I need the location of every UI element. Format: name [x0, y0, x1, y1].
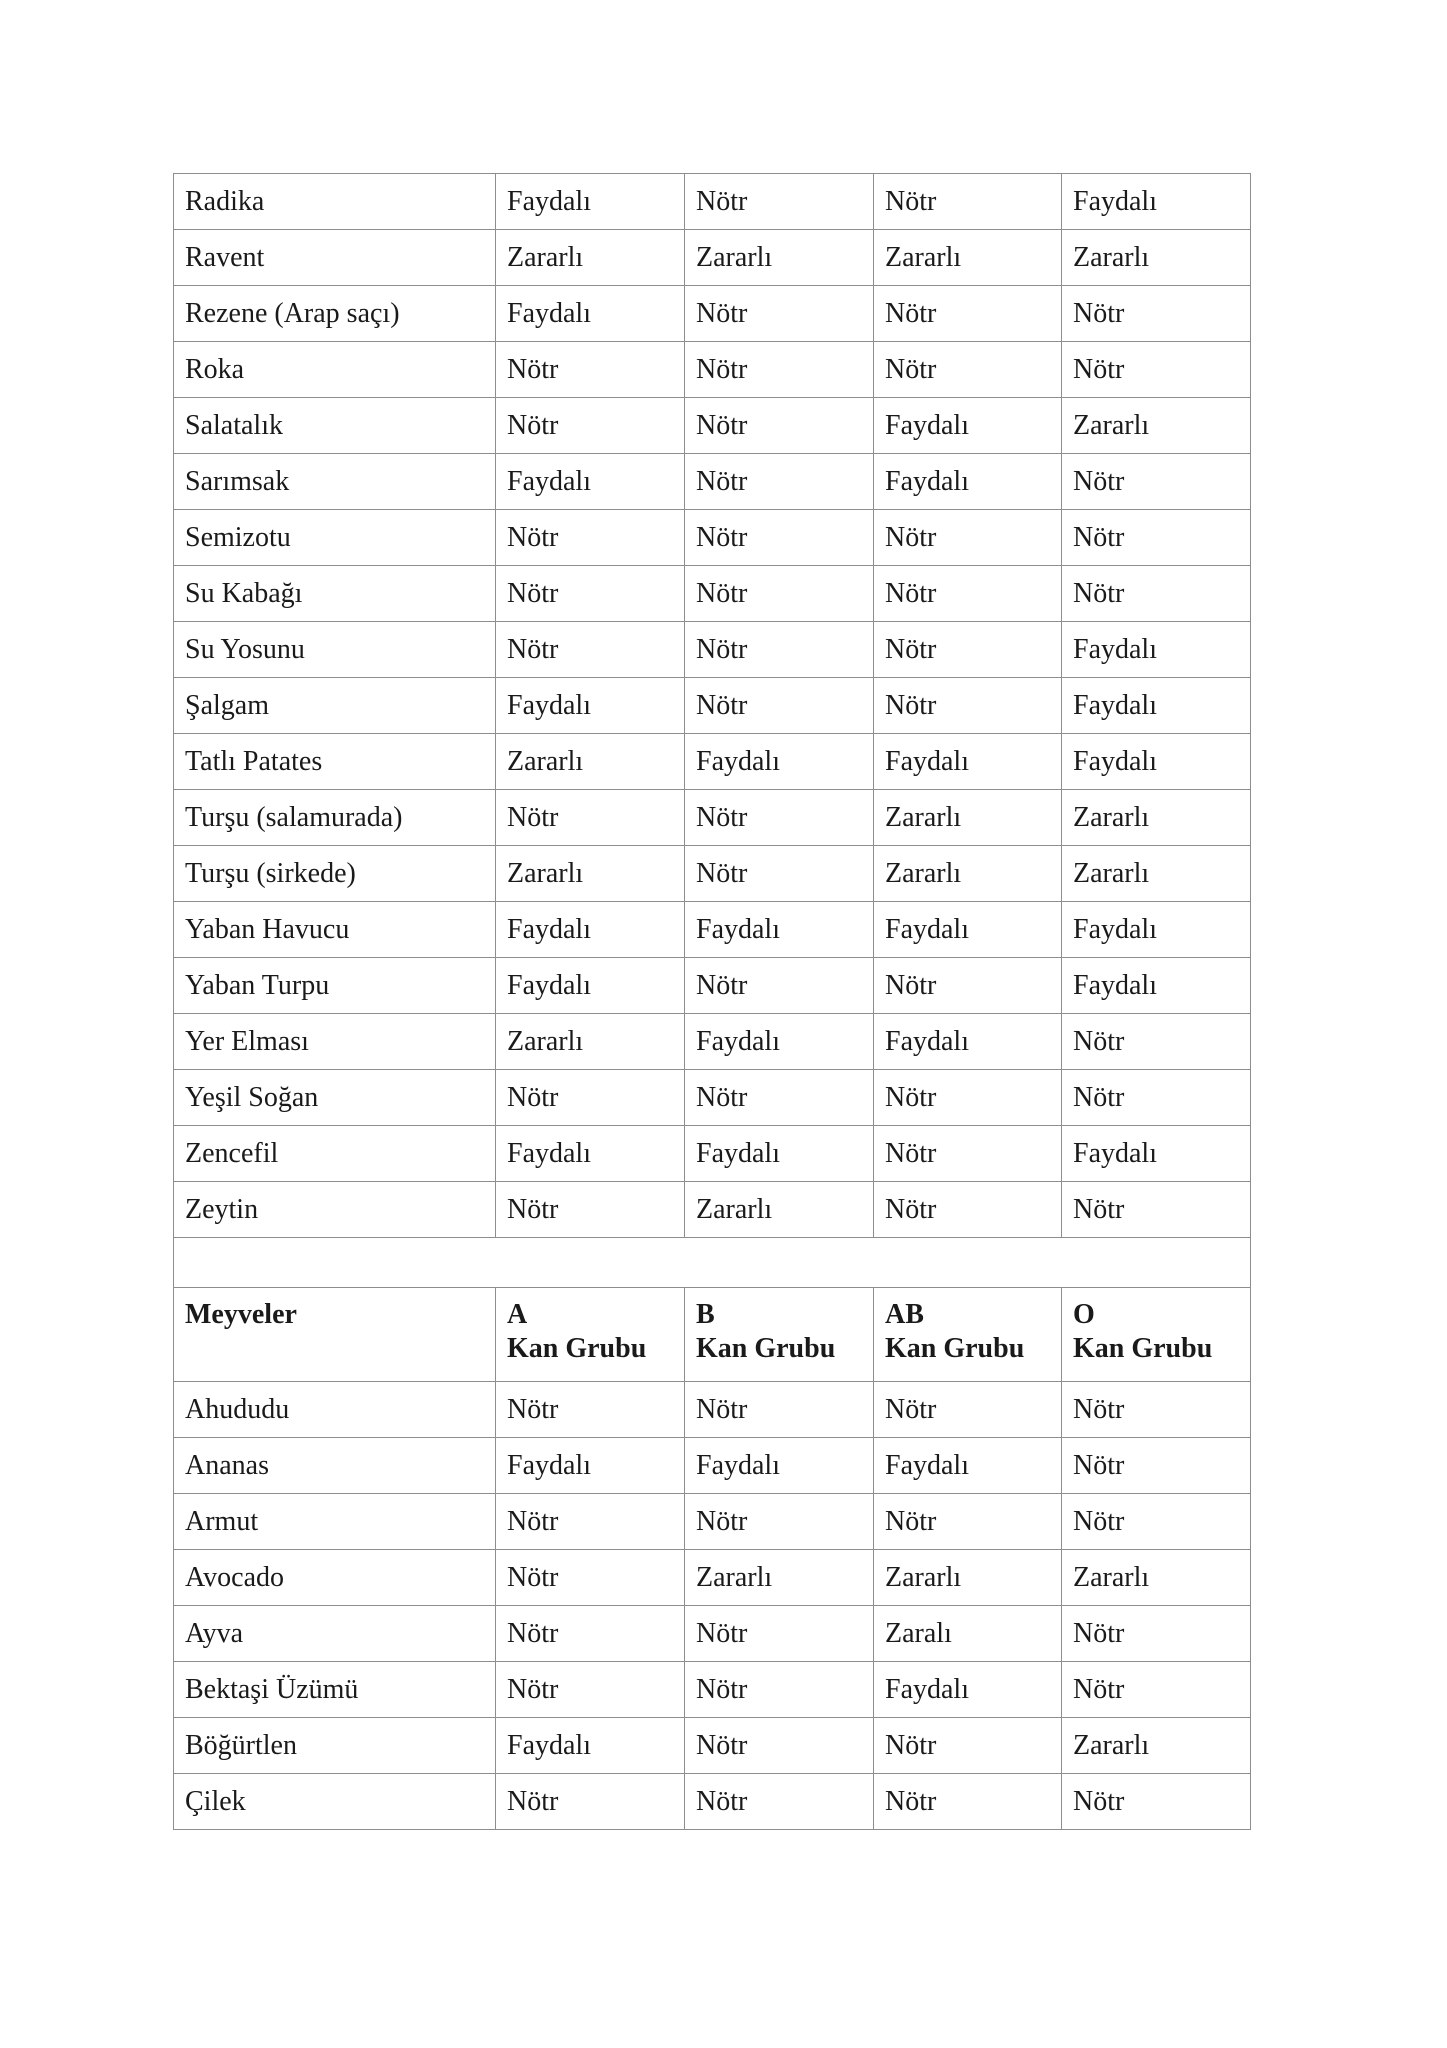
rating-cell: Nötr: [1062, 1382, 1251, 1438]
table-row: [174, 902, 1251, 958]
rating-cell: Faydalı: [1062, 678, 1251, 734]
food-name-cell: Su Yosunu: [174, 622, 496, 678]
rating-cell: Faydalı: [496, 454, 685, 510]
food-name-cell: Sarımsak: [174, 454, 496, 510]
section-spacer: [174, 1238, 1251, 1288]
food-name-cell: Su Kabağı: [174, 566, 496, 622]
rating-cell: Zararlı: [685, 1182, 874, 1238]
table-row: [174, 1606, 1251, 1662]
rating-cell: Zararlı: [685, 230, 874, 286]
header-cell: [1062, 1288, 1251, 1382]
rating-cell: Faydalı: [685, 734, 874, 790]
rating-cell: Nötr: [685, 1070, 874, 1126]
rating-cell: Nötr: [1062, 1494, 1251, 1550]
table-row: [174, 734, 1251, 790]
rating-cell: Nötr: [874, 342, 1062, 398]
table-row: [174, 1494, 1251, 1550]
food-name-cell: Şalgam: [174, 678, 496, 734]
rating-cell: Nötr: [685, 454, 874, 510]
rating-cell: Nötr: [874, 1182, 1062, 1238]
food-name-cell: Bektaşi Üzümü: [174, 1662, 496, 1718]
rating-cell: Nötr: [685, 1774, 874, 1830]
rating-cell: Nötr: [496, 510, 685, 566]
table-row: [174, 622, 1251, 678]
rating-cell: Nötr: [1062, 286, 1251, 342]
header-cell: [685, 1288, 874, 1382]
header-line2: Kan Grubu: [507, 1333, 647, 1364]
food-name-cell: Ananas: [174, 1438, 496, 1494]
header-cell: [174, 1288, 496, 1382]
rating-cell: Nötr: [874, 1382, 1062, 1438]
table-row: [174, 454, 1251, 510]
rating-cell: Nötr: [874, 566, 1062, 622]
rating-cell: Faydalı: [874, 734, 1062, 790]
rating-cell: Faydalı: [1062, 1126, 1251, 1182]
food-blood-type-table: [173, 173, 1251, 1830]
table-row: [174, 398, 1251, 454]
rating-cell: Faydalı: [1062, 622, 1251, 678]
rating-cell: Zararlı: [1062, 398, 1251, 454]
rating-cell: Nötr: [874, 1718, 1062, 1774]
food-name-cell: Yer Elması: [174, 1014, 496, 1070]
rating-cell: Nötr: [496, 1662, 685, 1718]
rating-cell: Faydalı: [496, 286, 685, 342]
rating-cell: Nötr: [1062, 1774, 1251, 1830]
table-row: [174, 678, 1251, 734]
rating-cell: Nötr: [874, 678, 1062, 734]
food-name-cell: Roka: [174, 342, 496, 398]
rating-cell: Nötr: [1062, 1070, 1251, 1126]
rating-cell: Zararlı: [874, 790, 1062, 846]
rating-cell: Zararlı: [1062, 230, 1251, 286]
table-row: [174, 566, 1251, 622]
rating-cell: Nötr: [685, 1382, 874, 1438]
header-line2: Kan Grubu: [1073, 1333, 1213, 1364]
rating-cell: Zararlı: [1062, 846, 1251, 902]
rating-cell: Nötr: [874, 1494, 1062, 1550]
rating-cell: Faydalı: [496, 902, 685, 958]
table-row: [174, 342, 1251, 398]
rating-cell: Nötr: [874, 286, 1062, 342]
rating-cell: Nötr: [874, 1774, 1062, 1830]
rating-cell: Faydalı: [685, 902, 874, 958]
food-name-cell: Semizotu: [174, 510, 496, 566]
rating-cell: Nötr: [496, 1606, 685, 1662]
food-name-cell: Turşu (salamurada): [174, 790, 496, 846]
rating-cell: Nötr: [685, 398, 874, 454]
rating-cell: Nötr: [685, 510, 874, 566]
rating-cell: Nötr: [874, 1126, 1062, 1182]
header-line1: A: [507, 1299, 528, 1330]
rating-cell: Nötr: [874, 510, 1062, 566]
table-row: [174, 790, 1251, 846]
rating-cell: Nötr: [874, 1070, 1062, 1126]
rating-cell: Faydalı: [685, 1126, 874, 1182]
rating-cell: Nötr: [685, 1718, 874, 1774]
table-row: [174, 1438, 1251, 1494]
rating-cell: Nötr: [685, 342, 874, 398]
rating-cell: Faydalı: [496, 958, 685, 1014]
table-row: [174, 1014, 1251, 1070]
rating-cell: Nötr: [1062, 1014, 1251, 1070]
rating-cell: Faydalı: [496, 678, 685, 734]
rating-cell: Nötr: [1062, 510, 1251, 566]
rating-cell: Nötr: [685, 286, 874, 342]
rating-cell: Faydalı: [1062, 902, 1251, 958]
rating-cell: Faydalı: [874, 1438, 1062, 1494]
rating-cell: Faydalı: [1062, 734, 1251, 790]
fruit-rows: [174, 1382, 1251, 1830]
food-name-cell: Çilek: [174, 1774, 496, 1830]
table-row: [174, 1126, 1251, 1182]
rating-cell: Nötr: [1062, 1662, 1251, 1718]
rating-cell: Zararlı: [496, 846, 685, 902]
table-row: [174, 1550, 1251, 1606]
rating-cell: Zaralı: [874, 1606, 1062, 1662]
rating-cell: Faydalı: [874, 1014, 1062, 1070]
rating-cell: Zararlı: [874, 846, 1062, 902]
food-name-cell: Böğürtlen: [174, 1718, 496, 1774]
rating-cell: Faydalı: [874, 1662, 1062, 1718]
rating-cell: Nötr: [496, 1774, 685, 1830]
rating-cell: Faydalı: [685, 1014, 874, 1070]
rating-cell: Nötr: [685, 958, 874, 1014]
food-name-cell: Yaban Turpu: [174, 958, 496, 1014]
food-name-cell: Avocado: [174, 1550, 496, 1606]
rating-cell: Faydalı: [874, 454, 1062, 510]
spacer-cell: [174, 1238, 1251, 1288]
table-row: [174, 1070, 1251, 1126]
rating-cell: Nötr: [874, 622, 1062, 678]
rating-cell: Zararlı: [496, 734, 685, 790]
rating-cell: Nötr: [1062, 1182, 1251, 1238]
food-name-cell: Turşu (sirkede): [174, 846, 496, 902]
rating-cell: Nötr: [685, 790, 874, 846]
rating-cell: Nötr: [496, 790, 685, 846]
rating-cell: Nötr: [685, 1606, 874, 1662]
rating-cell: Zararlı: [1062, 790, 1251, 846]
rating-cell: Faydalı: [874, 902, 1062, 958]
fruit-header: [174, 1288, 1251, 1382]
food-name-cell: Yaban Havucu: [174, 902, 496, 958]
rating-cell: Faydalı: [496, 174, 685, 230]
header-line2: Kan Grubu: [696, 1333, 836, 1364]
rating-cell: Faydalı: [1062, 958, 1251, 1014]
rating-cell: Nötr: [496, 566, 685, 622]
food-name-cell: Zencefil: [174, 1126, 496, 1182]
rating-cell: Nötr: [1062, 1438, 1251, 1494]
food-name-cell: Armut: [174, 1494, 496, 1550]
table-row: [174, 846, 1251, 902]
food-name-cell: Salatalık: [174, 398, 496, 454]
rating-cell: Nötr: [496, 1182, 685, 1238]
food-name-cell: Yeşil Soğan: [174, 1070, 496, 1126]
rating-cell: Faydalı: [496, 1438, 685, 1494]
rating-cell: Nötr: [874, 174, 1062, 230]
table-row: [174, 286, 1251, 342]
rating-cell: Nötr: [685, 1494, 874, 1550]
table-row: [174, 510, 1251, 566]
table-row: [174, 1662, 1251, 1718]
rating-cell: Nötr: [685, 678, 874, 734]
table-row: [174, 1774, 1251, 1830]
rating-cell: Faydalı: [685, 1438, 874, 1494]
rating-cell: Nötr: [685, 846, 874, 902]
header-line1: O: [1073, 1299, 1095, 1330]
rating-cell: Zararlı: [874, 1550, 1062, 1606]
rating-cell: Nötr: [496, 1550, 685, 1606]
rating-cell: Nötr: [1062, 342, 1251, 398]
rating-cell: Faydalı: [1062, 174, 1251, 230]
rating-cell: Nötr: [496, 1382, 685, 1438]
table-row: [174, 1718, 1251, 1774]
rating-cell: Nötr: [685, 174, 874, 230]
rating-cell: Nötr: [496, 622, 685, 678]
rating-cell: Nötr: [1062, 566, 1251, 622]
food-name-cell: Ravent: [174, 230, 496, 286]
food-name-cell: Ahududu: [174, 1382, 496, 1438]
spacer-row: [174, 1238, 1251, 1288]
header-cell: [874, 1288, 1062, 1382]
rating-cell: Nötr: [685, 566, 874, 622]
food-name-cell: Tatlı Patates: [174, 734, 496, 790]
header-line2: Kan Grubu: [885, 1333, 1025, 1364]
rating-cell: Nötr: [874, 958, 1062, 1014]
rating-cell: Nötr: [685, 1662, 874, 1718]
rating-cell: Nötr: [496, 1070, 685, 1126]
rating-cell: Zararlı: [1062, 1718, 1251, 1774]
food-name-cell: Rezene (Arap saçı): [174, 286, 496, 342]
header-line1: AB: [885, 1299, 924, 1330]
food-name-cell: Zeytin: [174, 1182, 496, 1238]
rating-cell: Zararlı: [496, 230, 685, 286]
rating-cell: Nötr: [496, 342, 685, 398]
food-name-cell: Ayva: [174, 1606, 496, 1662]
vegetable-rows: [174, 174, 1251, 1238]
rating-cell: Faydalı: [496, 1126, 685, 1182]
rating-cell: Zararlı: [685, 1550, 874, 1606]
header-cell: [496, 1288, 685, 1382]
header-line1: Meyveler: [185, 1299, 297, 1330]
food-name-cell: Radika: [174, 174, 496, 230]
rating-cell: Zararlı: [874, 230, 1062, 286]
rating-cell: Nötr: [685, 622, 874, 678]
table-row: [174, 174, 1251, 230]
rating-cell: Nötr: [496, 398, 685, 454]
table-row: [174, 230, 1251, 286]
rating-cell: Nötr: [496, 1494, 685, 1550]
rating-cell: Zararlı: [496, 1014, 685, 1070]
table-row: [174, 1182, 1251, 1238]
table-row: [174, 958, 1251, 1014]
fruit-header-row: [174, 1288, 1251, 1382]
rating-cell: Faydalı: [874, 398, 1062, 454]
rating-cell: Faydalı: [496, 1718, 685, 1774]
rating-cell: Zararlı: [1062, 1550, 1251, 1606]
table-row: [174, 1382, 1251, 1438]
header-line1: B: [696, 1299, 715, 1330]
rating-cell: Nötr: [1062, 454, 1251, 510]
rating-cell: Nötr: [1062, 1606, 1251, 1662]
